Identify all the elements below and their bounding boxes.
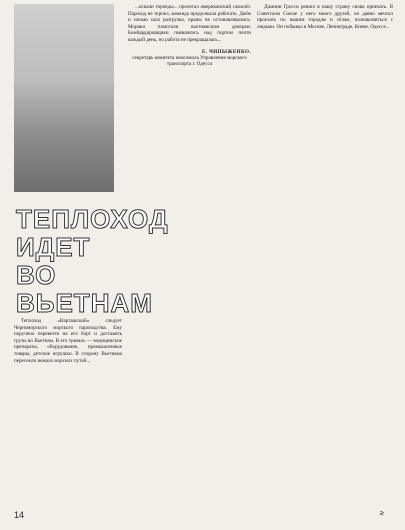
article-column-2 [128,4,251,522]
page-number: 14 [14,510,25,520]
article-headline [16,204,169,318]
article-column-3 [257,4,393,522]
ship-crane-photo [14,4,114,192]
column-1-text: Теплоход «Варташский» следует Черноморского морского пароходства. Ему поручено перевезти на его борт и доставить грузы во Вьетнам. В его трюмах — медицинские препараты, оборудование, промышленные товары, детские игрушки. В сторону Вьетнама пересекли немало морских путей... [14,318,122,364]
headline-line-1: ТЕПЛОХОД [16,204,169,234]
column-2-text: ...искали торпеды... пролетал американский самолёт. Пароход не терпел, команда продолжала работать. Днём и ночью шла разгрузка, краны не останавливались. Моряки помогали вьетнамским докерам. Бомбардировщики появлялись над портом почти каждый день, но работа не прекращалась... [128,4,251,43]
headline-line-3: ВО ВЬЕТНАМ [16,260,153,318]
author-title: секретарь комитета комсомола Управления морского транспорта г. Одесса [132,54,247,68]
author-name: Е. ЧИПЫЖЕНКО. [201,48,251,55]
column-3-text: Джанни Гросси решил в нашу страну снова приехать. В Советском Союзе у него много друзей, он давно мечтал проехать по нашим городам и сёлам, познакомиться с людьми. Он побывал в Москве, Ленинграде, Киеве, Одессе... [257,4,393,30]
article-column-1 [14,318,122,523]
headline-line-2: ИДЕТ [16,232,91,262]
magazine-logo-icon: ≥ [380,510,384,517]
author-signature [128,49,251,68]
